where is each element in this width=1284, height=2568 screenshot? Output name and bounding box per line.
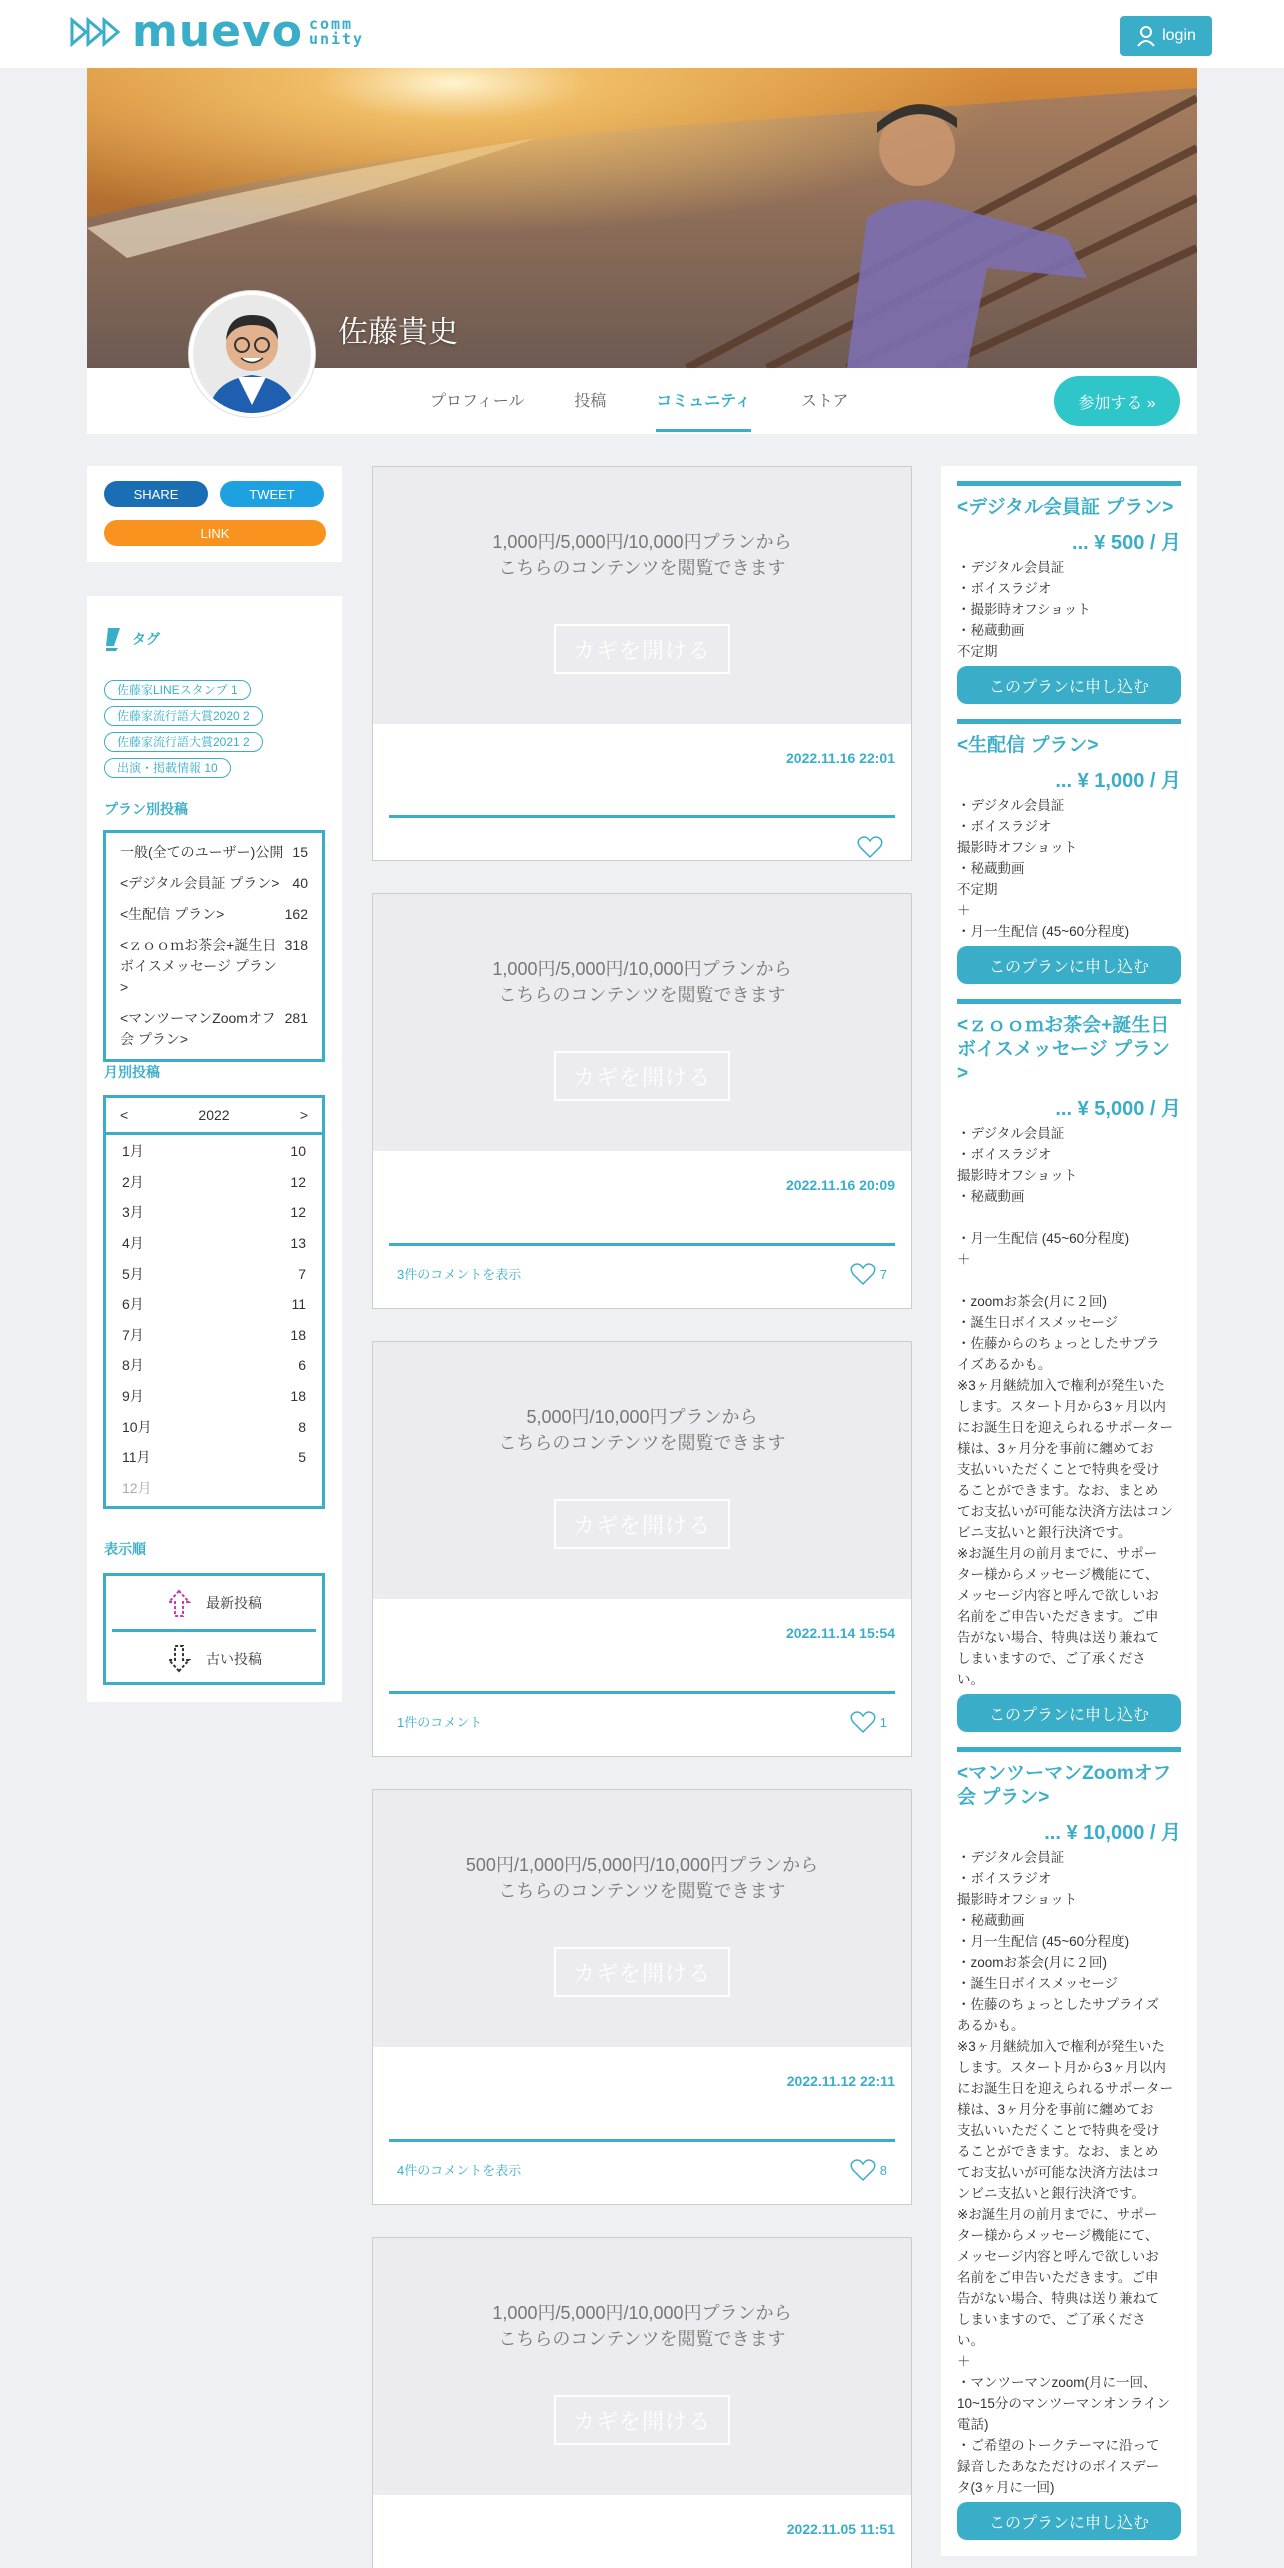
sort-newest-label: 最新投稿	[206, 1594, 262, 1611]
month-name: 4月	[122, 1235, 144, 1252]
month-item[interactable]	[106, 1228, 322, 1259]
post-card	[372, 466, 912, 861]
plan-price: ... ¥ 10,000 / 月	[1044, 1822, 1181, 1844]
plan-description: ・デジタル会員証 ・ボイスラジオ ・撮影時オフショット ・秘蔵動画 不定期	[957, 560, 1091, 659]
user-icon	[1136, 25, 1156, 47]
apply-plan-button[interactable]: このプランに申し込む	[957, 1694, 1181, 1732]
tag-item[interactable]: 佐藤家LINEスタンプ 1	[104, 680, 251, 700]
logo-arrows-icon	[70, 17, 124, 47]
plan-post-count: 318	[284, 937, 308, 953]
month-count: 5	[298, 1449, 306, 1466]
tag-item[interactable]: 佐藤家流行語大賞2020 2	[104, 706, 263, 726]
login-button[interactable]	[1120, 16, 1212, 56]
plan-post-name: <ｚｏｏｍお茶会+誕生日ボイスメッセージ プラン>	[120, 937, 277, 995]
unlock-button[interactable]: カギを開ける	[554, 1499, 730, 1549]
plan-title[interactable]: <生配信 プラン>	[957, 735, 1099, 756]
month-count: 11	[291, 1296, 306, 1313]
unlock-button[interactable]: カギを開ける	[554, 624, 730, 674]
locked-note: こちらのコンテンツを閲覧できます	[498, 1881, 786, 1901]
month-name: 11月	[122, 1449, 151, 1466]
month-name: 3月	[122, 1204, 144, 1221]
post-date: 2022.11.12 22:11	[786, 2073, 895, 2089]
plan-price: ... ¥ 5,000 / 月	[1055, 1098, 1181, 1120]
plan-post-list	[103, 830, 325, 1062]
comments-link[interactable]: 3件のコメントを表示	[397, 1267, 522, 1282]
plan-post-count: 281	[284, 1010, 308, 1026]
locked-content	[373, 467, 911, 724]
month-count: 12	[290, 1173, 306, 1190]
tag-item[interactable]: 出演・掲載情報 10	[104, 758, 231, 778]
plan-post-item[interactable]	[120, 837, 308, 868]
tag-title	[104, 626, 160, 652]
sort-order-box	[103, 1573, 325, 1685]
tag-title-label: タグ	[132, 631, 160, 647]
locked-note: こちらのコンテンツを閲覧できます	[498, 985, 786, 1005]
month-count: 18	[290, 1326, 306, 1343]
tweet-button[interactable]: TWEET	[220, 481, 324, 507]
logo-sub-line2: unity	[308, 30, 365, 48]
like-count: 7	[879, 1266, 887, 1282]
heart-icon	[850, 2158, 876, 2182]
month-item[interactable]	[106, 1258, 322, 1289]
post-divider	[389, 2139, 895, 2142]
post-card	[372, 1341, 912, 1757]
post-card	[372, 893, 912, 1309]
comments-link[interactable]: 4件のコメントを表示	[397, 2163, 522, 2178]
month-count: 18	[290, 1388, 306, 1405]
month-item[interactable]	[106, 1289, 322, 1320]
plan-post-count: 15	[292, 844, 308, 860]
plan-post-item[interactable]	[120, 930, 308, 1003]
locked-note: こちらのコンテンツを閲覧できます	[498, 558, 786, 578]
month-item[interactable]	[106, 1167, 322, 1198]
logo-sub	[303, 17, 364, 47]
share-box	[87, 466, 342, 562]
required-plans: 1,000円/5,000円/10,000円プランから	[492, 2303, 792, 2323]
tab-community[interactable]: コミュニティ	[656, 370, 750, 432]
profile-name: 佐藤貴史	[338, 316, 458, 349]
sort-newest-button[interactable]	[106, 1576, 322, 1629]
month-item[interactable]	[106, 1411, 322, 1442]
apply-plan-button[interactable]: このプランに申し込む	[957, 2502, 1181, 2540]
month-item[interactable]	[106, 1350, 322, 1381]
plan-description: ・デジタル会員証 ・ボイスラジオ 撮影時オフショット ・秘蔵動画 不定期 ＋ ・月一生配信 (45~60分程度)	[957, 798, 1130, 939]
month-item	[106, 1473, 322, 1504]
locked-content	[373, 894, 911, 1151]
month-count: 10	[290, 1143, 306, 1160]
like-button[interactable]	[850, 1710, 887, 1734]
tag-list	[104, 680, 329, 784]
month-name: 7月	[122, 1326, 144, 1343]
month-name: 6月	[122, 1296, 144, 1313]
month-count: 8	[298, 1418, 306, 1435]
month-name: 8月	[122, 1357, 144, 1374]
month-item[interactable]	[106, 1320, 322, 1351]
top-header	[0, 0, 1284, 68]
tab-posts[interactable]: 投稿	[574, 393, 607, 410]
plan-title[interactable]: <デジタル会員証 プラン>	[957, 497, 1174, 518]
like-count: 8	[879, 2162, 887, 2178]
plan-list-panel	[941, 466, 1197, 2556]
heart-icon	[857, 835, 883, 859]
like-count: 1	[879, 1714, 887, 1730]
locked-note: こちらのコンテンツを閲覧できます	[498, 1433, 786, 1453]
login-label: login	[1162, 27, 1196, 44]
plan-post-count: 40	[292, 875, 308, 891]
required-plans: 5,000円/10,000円プランから	[526, 1407, 758, 1427]
like-button[interactable]	[850, 1262, 887, 1286]
join-button[interactable]: 参加する »	[1054, 376, 1180, 426]
post-date: 2022.11.14 15:54	[786, 1625, 895, 1641]
plan-description: ・デジタル会員証 ・ボイスラジオ 撮影時オフショット ・秘蔵動画 ・月一生配信 (45~60分程度) ＋ ・zoomお茶会(月に２回) ・誕生日ボイスメッセージ ・佐藤からのちょっとしたサプラ イズあるかも。 ※3ヶ月継続加入で権利が発生いた します。スタート月から3ヶ月以内 にお誕生日を迎えられるサポーター 様は、3ヶ月分を事前に纏めてお 支払いいただくことで特典を受け ることができます。なお、まとめ てお支払いが可能な決済方法はコン ビニ支払いと銀行決済です。 ※お誕生月の前月までに、サポー ター様からメッセージ機能にて、 メッセージ内容と呼んで欲しいお 名前をご申告いただきます。ご申 告がない場合、特典は送り兼ねて しまいますので、ご了承くださ い。	[957, 1126, 1173, 1687]
apply-plan-button[interactable]: このプランに申し込む	[957, 666, 1181, 704]
month-name: 12月	[122, 1479, 152, 1496]
plan-posts-label: プラン別投稿	[104, 801, 188, 817]
like-button[interactable]	[857, 835, 887, 859]
plan-description: ・デジタル会員証 ・ボイスラジオ 撮影時オフショット ・秘蔵動画 ・月一生配信 (45~60分程度) ・zoomお茶会(月に２回) ・誕生日ボイスメッセージ ・佐藤のちょっとしたサプライズ あるかも。 ※3ヶ月継続加入で権利が発生いた します。スタート月から3ヶ月以内 にお誕生日を迎えられるサポーター 様は、3ヶ月分を事前に纏めてお 支払いいただくことで特典を受け ることができます。なお、まとめ てお支払いが可能な決済方法はコ ンビニ支払いと銀行決済です。 ※お誕生月の前月までに、サポー ター様からメッセージ機能にて、 メッセージ内容と呼んで欲しいお 名前をご申告いただきます。ご申 告がない場合、特典は送り兼ねて しまいますので、ご了承くださ い。 ＋ ・マンツーマンzoom(月に一回、 10~15分のマンツーマンオンライン 電話) ・ご希望のトークテーマに沿って 録音したあなただけのボイスデー タ(3ヶ月に一回)	[957, 1850, 1173, 2495]
post-divider	[389, 1691, 895, 1694]
month-count: 7	[298, 1265, 306, 1282]
tag-icon	[104, 626, 126, 652]
plan-card	[957, 481, 1181, 704]
plan-post-count: 162	[284, 906, 308, 922]
sort-oldest-label: 古い投稿	[206, 1650, 262, 1667]
tag-item[interactable]: 佐藤家流行語大賞2021 2	[104, 732, 263, 752]
sort-order-label: 表示順	[104, 1541, 146, 1557]
like-button[interactable]	[850, 2158, 887, 2182]
next-year-button[interactable]: >	[299, 1107, 308, 1123]
month-item[interactable]	[106, 1136, 322, 1167]
profile-tabs	[430, 370, 898, 432]
unlock-button[interactable]: カギを開ける	[554, 1947, 730, 1997]
post-card	[372, 2237, 912, 2568]
plan-title[interactable]: <マンツーマンZoomオフ会 プラン>	[957, 1763, 1172, 1808]
plan-price: ... ¥ 1,000 / 月	[1055, 770, 1181, 792]
unlock-button[interactable]: カギを開ける	[554, 2395, 730, 2445]
logo-sub-line1: comm	[308, 15, 354, 33]
locked-content	[373, 2238, 911, 2495]
month-name: 2月	[122, 1173, 144, 1190]
post-card	[372, 1789, 912, 2205]
plan-card	[957, 1747, 1181, 2540]
left-sidebar	[87, 596, 342, 1702]
plan-post-name: 一般(全てのユーザー)公開	[120, 844, 284, 860]
unlock-button[interactable]: カギを開ける	[554, 1051, 730, 1101]
post-divider	[389, 1243, 895, 1246]
plan-price: ... ¥ 500 / 月	[1072, 532, 1181, 554]
post-date: 2022.11.05 11:51	[786, 2521, 895, 2537]
month-name: 5月	[122, 1265, 144, 1282]
plan-card	[957, 999, 1181, 1732]
year-label: 2022	[198, 1107, 230, 1123]
plan-post-item[interactable]	[120, 1003, 308, 1055]
avatar	[188, 290, 316, 418]
month-name: 9月	[122, 1388, 144, 1405]
required-plans: 500円/1,000円/5,000円/10,000円プランから	[465, 1855, 819, 1875]
month-item[interactable]	[106, 1442, 322, 1473]
month-name: 10月	[122, 1418, 152, 1435]
locked-note: こちらのコンテンツを閲覧できます	[498, 2329, 786, 2349]
monthly-post-box	[103, 1095, 325, 1509]
plan-post-name: <デジタル会員証 プラン>	[120, 875, 280, 891]
locked-content	[373, 1342, 911, 1599]
plan-post-name: <生配信 プラン>	[120, 906, 225, 922]
post-date: 2022.11.16 20:09	[786, 1177, 895, 1193]
share-button[interactable]: SHARE	[104, 481, 208, 507]
month-count: 12	[290, 1204, 306, 1221]
arrow-up-icon	[166, 1588, 192, 1618]
heart-icon	[850, 1262, 876, 1286]
heart-icon	[850, 1710, 876, 1734]
sort-oldest-button[interactable]	[106, 1632, 322, 1685]
prev-year-button[interactable]: <	[120, 1107, 129, 1123]
month-count: 6	[298, 1357, 306, 1374]
logo-word: muevo	[132, 6, 303, 57]
comments-link[interactable]: 1件のコメント	[397, 1715, 483, 1730]
plan-title[interactable]: <ｚｏｏｍお茶会+誕生日ボイスメッセージ プラン>	[957, 1015, 1170, 1084]
link-button[interactable]: LINK	[104, 520, 326, 546]
plan-post-item[interactable]	[120, 868, 308, 899]
month-item[interactable]	[106, 1197, 322, 1228]
post-divider	[389, 815, 895, 818]
post-date: 2022.11.16 22:01	[786, 750, 895, 766]
plan-post-name: <マンツーマンZoomオフ会 プラン>	[120, 1010, 276, 1047]
month-count: 13	[290, 1235, 306, 1252]
muevo-logo[interactable]	[70, 6, 365, 57]
month-item[interactable]	[106, 1381, 322, 1412]
locked-content	[373, 1790, 911, 2047]
monthly-posts-label: 月別投稿	[104, 1064, 160, 1080]
apply-plan-button[interactable]: このプランに申し込む	[957, 946, 1181, 984]
month-name: 1月	[122, 1143, 144, 1160]
year-selector	[106, 1098, 322, 1135]
plan-card	[957, 719, 1181, 984]
arrow-down-icon	[166, 1644, 192, 1674]
plan-post-item[interactable]	[120, 899, 308, 930]
tab-profile[interactable]: プロフィール	[430, 393, 525, 410]
required-plans: 1,000円/5,000円/10,000円プランから	[492, 532, 792, 552]
required-plans: 1,000円/5,000円/10,000円プランから	[492, 959, 792, 979]
tab-store[interactable]: ストア	[800, 393, 849, 410]
